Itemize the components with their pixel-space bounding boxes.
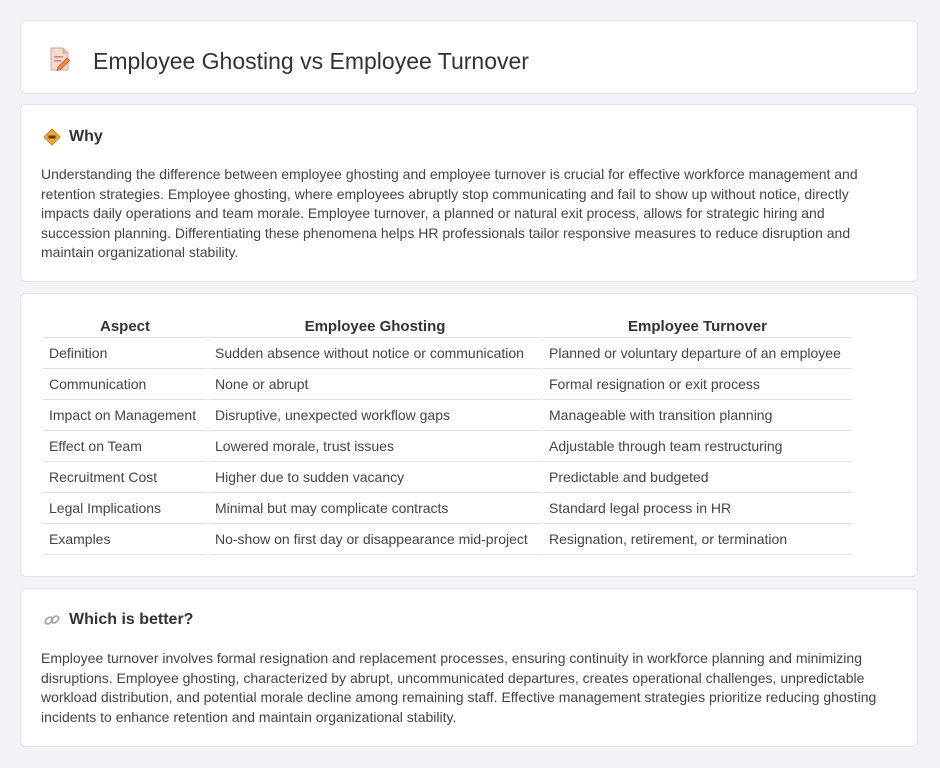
cell-turnover: Planned or voluntary departure of an employee xyxy=(543,338,852,369)
table-header-row xyxy=(43,314,852,338)
cell-ghosting: Minimal but may complicate contracts xyxy=(209,493,541,524)
cell-aspect: Definition xyxy=(43,338,207,369)
cell-ghosting: Sudden absence without notice or communication xyxy=(209,338,541,369)
better-heading: Which is better? xyxy=(69,611,194,628)
header-ghosting: Employee Ghosting xyxy=(209,314,541,338)
cell-aspect: Examples xyxy=(43,524,207,555)
page-title: Employee Ghosting vs Employee Turnover xyxy=(93,48,529,74)
cell-turnover: Predictable and budgeted xyxy=(543,462,852,493)
cell-aspect: Recruitment Cost xyxy=(43,462,207,493)
comparison-table-card xyxy=(20,293,918,577)
cell-turnover: Manageable with transition planning xyxy=(543,400,852,431)
document-edit-icon xyxy=(45,45,73,78)
table-row xyxy=(43,524,852,555)
cell-aspect: Impact on Management xyxy=(43,400,207,431)
cell-aspect: Communication xyxy=(43,369,207,400)
why-heading: Why xyxy=(69,128,103,145)
cell-ghosting: None or abrupt xyxy=(209,369,541,400)
table-row xyxy=(43,369,852,400)
cell-ghosting: Higher due to sudden vacancy xyxy=(209,462,541,493)
cell-ghosting: Disruptive, unexpected workflow gaps xyxy=(209,400,541,431)
comparison-table xyxy=(41,314,854,555)
title-card xyxy=(20,20,918,94)
why-section xyxy=(20,104,918,282)
cell-ghosting: Lowered morale, trust issues xyxy=(209,431,541,462)
diamond-warning-icon xyxy=(43,128,61,146)
cell-aspect: Legal Implications xyxy=(43,493,207,524)
cell-ghosting: No-show on first day or disappearance mid-project xyxy=(209,524,541,555)
header-turnover: Employee Turnover xyxy=(543,314,852,338)
table-row xyxy=(43,462,852,493)
table-row xyxy=(43,431,852,462)
which-is-better-section xyxy=(20,588,918,747)
cell-turnover: Standard legal process in HR xyxy=(543,493,852,524)
link-icon xyxy=(43,611,61,629)
why-text: Understanding the difference between employee ghosting and employee turnover is crucial for effective workforce management and retention strategies. Employee ghosting, where employees abruptly stop communicating and fail to show up without notice, directly impacts daily operations and team morale. Employee turnover, a planned or natural exit process, allows for strategic hiring and succession planning. Differentiating these phenomena helps HR professionals tailor responsive measures to reduce disruption and maintain organizational stability. xyxy=(41,166,858,260)
better-text: Employee turnover involves formal resignation and replacement processes, ensuring continuity in workforce planning and minimizing disruptions. Employee ghosting, characterized by abrupt, uncommunicated departures, creates operational challenges, unpredictable workload distribution, and potential morale decline among remaining staff. Effective management strategies prioritize reducing ghosting incidents to enhance retention and maintain organizational stability. xyxy=(41,650,877,725)
cell-turnover: Resignation, retirement, or termination xyxy=(543,524,852,555)
cell-turnover: Adjustable through team restructuring xyxy=(543,431,852,462)
cell-aspect: Effect on Team xyxy=(43,431,207,462)
cell-turnover: Formal resignation or exit process xyxy=(543,369,852,400)
header-aspect: Aspect xyxy=(43,314,207,338)
table-row xyxy=(43,400,852,431)
table-row xyxy=(43,493,852,524)
table-row xyxy=(43,338,852,369)
